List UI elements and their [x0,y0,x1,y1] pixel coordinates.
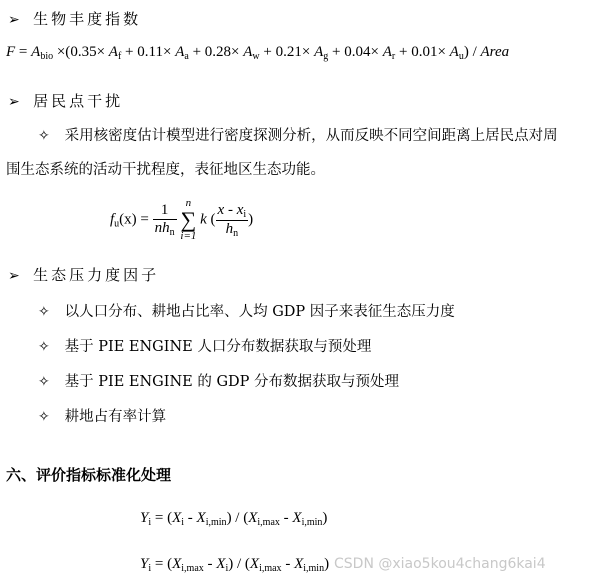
kde-k: k [200,211,207,228]
section-residential-heading [8,90,123,111]
term-sub: u [458,51,464,62]
sub-bullet-icon: ✧ [38,128,50,144]
sigma-icon: ∑ [180,207,197,232]
section-standardization-heading: 六、评价指标标准化处理 [6,466,172,484]
pressure-item-text: 以人口分布、耕地占比率、人均 GDP 因子来表征生态压力度 [64,304,455,320]
section-pressure-heading [8,264,159,285]
section-biodiversity-heading [8,8,141,29]
term-coef: 0.21 [275,44,302,60]
kde-formula: $f_u(x)$ = $\frac{1}{nh_n}$ n ∑ i=1 k ( $\frac{x - x_i}{h_n}$ ) [110,197,254,242]
kde-lhs: f [110,211,115,228]
sub-bullet-icon: ✧ [38,374,50,390]
pressure-item-text: 基于 PIE ENGINE 人口分布数据获取与预处理 [64,339,372,355]
kde-inner-den: h [225,220,234,237]
paragraph-text: 围生态系统的活动干扰程度，表征地区生态功能。 [6,162,325,178]
standardization-formula-2: $Y_i = (X_{i,max} - X_i) / (X_{i,max} - X_{i,min})$ [140,556,330,574]
kde-frac-den-sub: n [169,227,175,238]
sub-bullet-icon: ✧ [38,339,50,355]
term-sub: w [252,51,260,62]
csdn-watermark: CSDN @xiao5kou4chang6kai4 [334,556,546,572]
bullet-arrow-icon: ➢ [8,268,20,284]
term-var: A [314,44,324,60]
kde-inner-num-sub: i [243,208,247,220]
kde-inner-fraction [216,202,249,239]
pressure-item [38,335,371,356]
formula-abio-sub: bio [40,51,54,62]
term-var: A [243,44,253,60]
bullet-arrow-icon: ➢ [8,12,20,28]
kde-frac-den: nh [154,220,170,236]
pressure-item-text: 基于 PIE ENGINE 的 GDP 分布数据获取与预处理 [64,374,400,390]
sum-bottom: i=1 [180,230,197,242]
kde-inner-den-sub: n [233,227,239,239]
term-var: A [449,44,459,60]
sum-top: n [185,197,192,209]
term-var: A [108,44,118,60]
residential-paragraph-line1 [38,124,558,145]
term-coef: 0.28 [204,44,232,60]
residential-paragraph-line2 [6,158,325,179]
bullet-arrow-icon: ➢ [8,94,20,110]
pressure-item [38,300,455,321]
kde-frac-num: 1 [153,202,177,220]
pressure-item [38,370,399,391]
heading-text: 生态压力度因子 [33,266,160,284]
pressure-item [38,405,166,426]
term-sub: f [117,51,122,62]
heading-text: 生物丰度指数 [33,10,142,28]
kde-fraction [153,202,177,238]
biodiversity-formula: $F = A_{bio} \times(0.35\times A_f + 0.11\times A_a + 0.28\times A_w + 0.21\times A_g + 0.04\times A_r + 0.01\times A_u)$ / Area [6,44,510,62]
kde-arg: (x) [119,211,137,228]
heading-text: 居民点干扰 [33,92,124,110]
sub-bullet-icon: ✧ [38,409,50,425]
formula-area: Area [480,44,510,60]
formula-abio: A [31,44,41,60]
term-sub: r [391,51,396,62]
kde-inner-num: x - x [217,201,244,218]
term-coef: 0.35 [70,44,97,60]
kde-sum [180,198,196,242]
term-coef: 0.01 [411,44,438,60]
term-var: A [382,44,392,60]
term-sub: g [323,51,329,62]
paragraph-text: 采用核密度估计模型进行密度探测分析，从而反映不同空间距离上居民点对周 [64,128,558,144]
pressure-item-text: 耕地占有率计算 [64,409,167,425]
formula-lhs: F [6,44,16,60]
kde-lhs-sub: u [114,218,120,230]
term-coef: 0.04 [344,44,371,60]
standardization-formula-1: $Y_i = (X_i - X_{i,min}) / (X_{i,max} - X_{i,min})$ [140,510,328,528]
sub-bullet-icon: ✧ [38,304,50,320]
term-var: A [175,44,185,60]
term-sub: a [184,51,189,62]
term-coef: 0.11 [137,44,163,60]
